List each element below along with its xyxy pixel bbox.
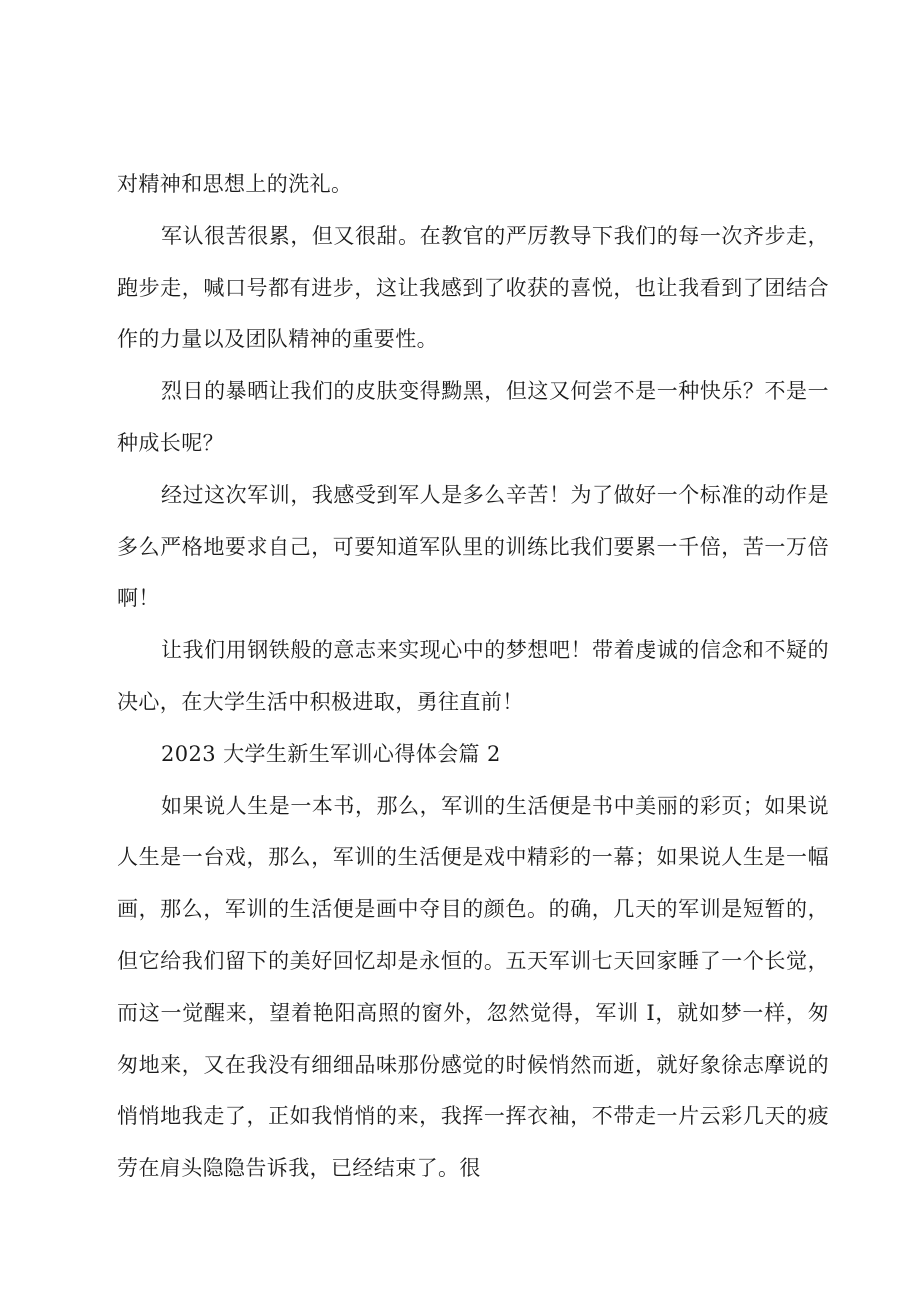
paragraph-soldier-reflection: 经过这次军训，我感受到军人是多么辛苦！为了做好一个标准的动作是多么严格地要求自己，可要知道军队里的训练比我们要累一千倍，苦一万倍啊！ [117, 482, 829, 611]
section-heading: 2023 大学生新生军训心得体会篇 2 [161, 741, 501, 766]
paragraph-continuation: 对精神和思想上的洗礼。 [117, 172, 353, 196]
paragraph-section-body: 如果说人生是一本书，那么，军训的生活便是书中美丽的彩页；如果说人生是一台戏，那么，军训的生活便是戏中精彩的一幕；如果说人生是一幅画，那么，军训的生活便是画中夺目的颜色。的确，几天的军训是短暂的，但它给我们留下的美好回忆却是永恒的。五天军训七天回家睡了一个长觉，而这一觉醒来，望着艳阳高照的窗外，忽然觉得，军训 I，就如梦一样，匆匆地来，又在我没有细细品味那份感觉的时候悄然而逝，就好象徐志摩说的悄悄地我走了，正如我悄悄的来，我挥一挥衣袖，不带走一片云彩几天的疲劳在肩头隐隐告诉我，已经结束了。很 [117, 793, 829, 1181]
paragraph-sun-exposure: 烈日的暴晒让我们的皮肤变得黝黑，但这又何尝不是一种快乐？不是一种成长呢？ [117, 379, 829, 455]
paragraph-closing-resolve: 让我们用钢铁般的意志来实现心中的梦想吧！带着虔诚的信念和不疑的决心，在大学生活中积极进取，勇往直前！ [117, 638, 829, 714]
document-body [117, 159, 829, 1195]
paragraph-training-hardship: 军认很苦很累，但又很甜。在教官的严厉教导下我们的每一次齐步走，跑步走，喊口号都有进步，这让我感到了收获的喜悦，也让我看到了团结合作的力量以及团队精神的重要性。 [117, 223, 829, 352]
